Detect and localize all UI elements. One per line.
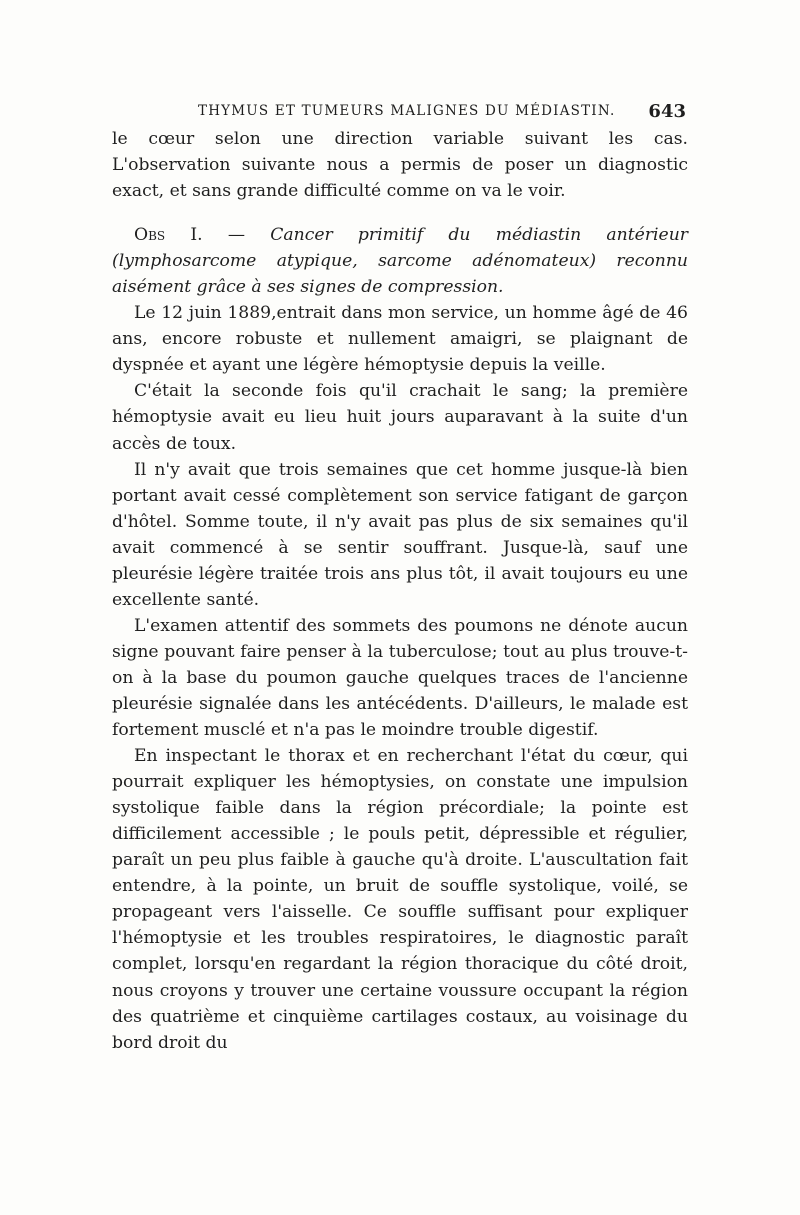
paragraph-2: C'était la seconde fois qu'il crachait le sang; la première hémoptysie avait eu lieu huit jours auparavant à la suite d'un accès de toux. [112, 381, 688, 454]
body-text [112, 126, 688, 1056]
page-number: 643 [648, 101, 686, 122]
paragraph-4: L'examen attentif des sommets des poumons ne dénote aucun signe pouvant faire penser à la tuberculose; tout au plus trouve-t-on à la base du poumon gauche quelques traces de l'ancienne pleurésie signalée dans les antécédents. D'ailleurs, le malade est fortement musclé et n'a pas le moindre trouble digestif. [112, 615, 688, 741]
paragraph-3: Il n'y avait que trois semaines que cet homme jusque-là bien portant avait cessé complètement son service fatigant de garçon d'hôtel. Somme toute, il n'y avait pas plus de six semaines qu'il avait commencé à se sentir souffrant. Jusque-là, sauf une pleurésie légère traitée trois ans plus tôt, il avait toujours eu une excellente santé. [112, 459, 688, 610]
observation-title: Cancer primitif du médiastin antérieur (lymphosarcome atypique, sarcome adénomateux) reconnu aisément grâce à ses signes de compression. [112, 225, 688, 298]
paragraph-intro: le cœur selon une direction variable suivant les cas. L'observation suivante nous a permis de poser un diagnostic exact, et sans grande difficulté comme on va le voir. [112, 129, 688, 202]
paragraph-5: En inspectant le thorax et en recherchant l'état du cœur, qui pourrait expliquer les hémoptysies, on constate une impulsion systolique faible dans la région précordiale; la pointe est difficilement accessible ; le pouls petit, dépressible et régulier, paraît un peu plus faible à gauche qu'à droite. L'auscultation fait entendre, à la pointe, un bruit de souffle systolique, voilé, se propageant vers l'aisselle. Ce souffle suffisant pour expliquer l'hémoptysie et les troubles respiratoires, le diagnostic paraît complet, lorsqu'en regardant la région thoracique du côté droit, nous croyons y trouver une certaine voussure occupant la région des quatrième et cinquième cartilages costaux, au voisinage du bord droit du [112, 746, 688, 1053]
paragraph-1: Le 12 juin 1889,entrait dans mon service, un homme âgé de 46 ans, encore robuste et nullement amaigri, se plaignant de dyspnée et ayant une légère hémoptysie depuis la veille. [112, 303, 688, 376]
running-head [110, 101, 686, 125]
running-title: THYMUS ET TUMEURS MALIGNES DU MÉDIASTIN. [198, 103, 616, 119]
observation-heading [112, 222, 688, 300]
observation-label: Obs I. — [134, 225, 246, 246]
